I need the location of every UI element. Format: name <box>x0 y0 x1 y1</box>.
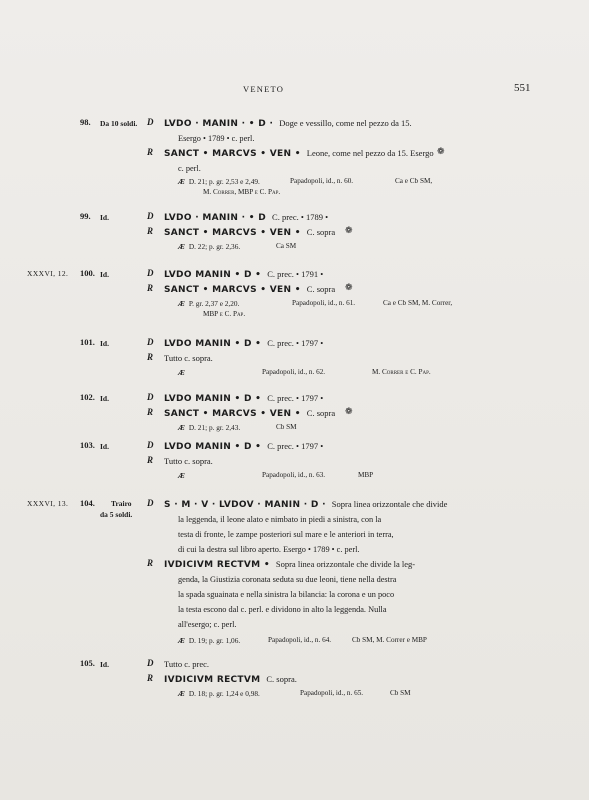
silver-symbol: Æ <box>178 423 185 432</box>
reverse-description <box>164 557 464 573</box>
metal-symbol <box>178 471 189 480</box>
reverse-legend: IVDICIVM RECTVM • <box>164 560 270 570</box>
obverse-marker: D <box>147 392 154 402</box>
reverse-text: Sopra linea orizzontale che divide la leg- <box>275 559 416 569</box>
reverse-text: Leone, come nel pezzo da 15. Esergo <box>306 148 434 158</box>
silver-symbol: Æ <box>178 636 185 645</box>
reverse-marker: R <box>147 147 154 157</box>
reverse-legend: SANCT • MARCVS • VEN • <box>164 285 301 295</box>
entry-number: 98. <box>80 117 91 127</box>
obverse-line-4: di cui la destra sul libro aperto. Esergo • 1789 • c. perl. <box>178 545 360 554</box>
reverse-legend: IVDICIVM RECTVM <box>164 675 261 685</box>
denomination: Id. <box>100 213 109 222</box>
obverse-text: C. prec. • 1797 • <box>267 393 324 403</box>
entry-number: 103. <box>80 440 95 450</box>
silver-symbol: Æ <box>178 177 185 186</box>
reverse-marker: R <box>147 352 154 362</box>
obverse-description <box>164 116 454 132</box>
reverse-text-cont: c. perl. <box>178 164 201 173</box>
metal-weight <box>178 636 240 645</box>
reverse-marker: R <box>147 673 154 683</box>
obverse-description <box>164 391 454 407</box>
collection: MBP <box>358 471 374 479</box>
running-header-title: VENETO <box>243 84 285 94</box>
obverse-legend: LVDO · MANIN · • D · <box>164 119 274 129</box>
silver-symbol: Æ <box>178 242 185 251</box>
reverse-marker: R <box>147 407 154 417</box>
reference: Papadopoli, id., n. 61. <box>292 299 356 307</box>
reverse-text: C. sopra <box>306 408 336 418</box>
obverse-marker: D <box>147 211 154 221</box>
reverse-marker: R <box>147 455 154 465</box>
entry-number: 101. <box>80 337 95 347</box>
silver-symbol: Æ <box>178 368 185 377</box>
obverse-text-cont: Esergo • 1789 • c. perl. <box>178 134 255 143</box>
reverse-description: Tutto c. sopra. <box>164 353 213 363</box>
plate-reference: XXXVI, 13. <box>27 499 69 508</box>
reverse-line-2: genda, la Giustizia coronata seduta su due leoni, tiene nella destra <box>178 575 397 584</box>
collection: Ca SM <box>276 242 297 250</box>
denomination-cont: da 5 soldi. <box>100 510 133 519</box>
reverse-line-3: la spada sguainata e nella sinistra la bilancia: la corona e un poco <box>178 590 395 599</box>
weight-text: P. gr. 2,37 e 2,20. <box>188 299 240 308</box>
rosette-symbol: ❁ <box>345 406 353 416</box>
obverse-legend: LVDO · MANIN · • D <box>164 213 267 223</box>
obverse-description <box>164 497 464 513</box>
reverse-description <box>164 225 454 241</box>
obverse-legend: LVDO MANIN • D • <box>164 442 262 452</box>
reverse-legend: SANCT • MARCVS • VEN • <box>164 409 301 419</box>
reverse-description <box>164 146 454 162</box>
silver-symbol: Æ <box>178 299 185 308</box>
reverse-description <box>164 282 454 298</box>
reverse-text: C. sopra <box>306 227 336 237</box>
metal-weight <box>178 689 260 698</box>
denomination: Id. <box>100 339 109 348</box>
denomination: Id. <box>100 394 109 403</box>
obverse-marker: D <box>147 658 154 668</box>
obverse-text: C. prec. • 1797 • <box>267 441 324 451</box>
entry-number: 104. <box>80 498 95 508</box>
denomination: Da 10 soldi. <box>100 119 138 128</box>
plate-reference: XXXVI, 12. <box>27 269 69 278</box>
metal-weight <box>178 242 240 251</box>
denomination: Id. <box>100 442 109 451</box>
reverse-text: C. sopra. <box>266 674 297 684</box>
obverse-description: Tutto c. prec. <box>164 659 210 669</box>
rosette-symbol: ❁ <box>345 225 353 235</box>
collection: Ca e Cb SM, <box>395 177 433 185</box>
entry-number: 102. <box>80 392 95 402</box>
collection-cont: MBP e C. Pap. <box>203 310 246 318</box>
weight-text: D. 19; p. gr. 1,06. <box>188 636 241 645</box>
reverse-description: Tutto c. sopra. <box>164 456 213 466</box>
reference: Papadopoli, id., n. 64. <box>268 636 332 644</box>
weight-text: D. 21; p. gr. 2,53 e 2,49. <box>188 177 260 186</box>
obverse-marker: D <box>147 337 154 347</box>
collection: Cb SM <box>276 423 297 431</box>
weight-text: D. 22; p. gr. 2,36. <box>188 242 241 251</box>
collection: Cb SM, M. Correr e MBP <box>352 636 427 644</box>
reverse-marker: R <box>147 226 154 236</box>
obverse-description <box>164 336 454 352</box>
reverse-legend: SANCT • MARCVS • VEN • <box>164 149 301 159</box>
obverse-legend: LVDO MANIN • D • <box>164 394 262 404</box>
reverse-description <box>164 406 454 422</box>
collection: M. Correr e C. Pap. <box>372 368 431 376</box>
reference: Papadopoli, id., n. 65. <box>300 689 364 697</box>
obverse-line-3: testa di fronte, le zampe posteriori sul mare e le anteriori in terra, <box>178 530 394 539</box>
silver-symbol: Æ <box>178 471 185 480</box>
obverse-text: C. prec. • 1797 • <box>267 338 324 348</box>
reverse-line-4: la testa escono dal c. perl. e dividono in alto la leggenda. Nulla <box>178 605 387 614</box>
reference: Papadopoli, id., n. 63. <box>262 471 326 479</box>
denomination: Id. <box>100 660 109 669</box>
weight-text: D. 21; p. gr. 2,43. <box>188 423 241 432</box>
denomination: Trairo <box>111 499 132 508</box>
denomination: Id. <box>100 270 109 279</box>
metal-weight <box>178 423 240 432</box>
reverse-legend: SANCT • MARCVS • VEN • <box>164 228 301 238</box>
reverse-marker: R <box>147 283 154 293</box>
entry-number: 99. <box>80 211 91 221</box>
rosette-symbol: ❁ <box>345 282 353 292</box>
weight-text: D. 18; p. gr. 1,24 e 0,98. <box>188 689 260 698</box>
collection-cont: M. Correr, MBP e C. Pap. <box>203 188 281 196</box>
page-number: 551 <box>514 82 531 94</box>
metal-weight <box>178 177 260 186</box>
obverse-text: Sopra linea orizzontale che divide <box>331 499 448 509</box>
obverse-legend: LVDO MANIN • D • <box>164 270 262 280</box>
obverse-legend: S · M · V · LVDOV · MANIN · D · <box>164 500 326 510</box>
entry-number: 100. <box>80 268 95 278</box>
reference: Papadopoli, id., n. 60. <box>290 177 354 185</box>
reverse-marker: R <box>147 558 154 568</box>
metal-weight <box>178 299 239 308</box>
reference: Papadopoli, id., n. 62. <box>262 368 326 376</box>
obverse-marker: D <box>147 268 154 278</box>
obverse-line-2: la leggenda, il leone alato e nimbato in piedi a sinistra, con la <box>178 515 382 524</box>
obverse-description <box>164 267 454 283</box>
reverse-description <box>164 672 454 688</box>
obverse-marker: D <box>147 498 154 508</box>
obverse-legend: LVDO MANIN • D • <box>164 339 262 349</box>
reverse-text: C. sopra <box>306 284 336 294</box>
collection: Ca e Cb SM, M. Correr, <box>383 299 453 307</box>
obverse-text: C. prec. • 1789 • <box>272 212 329 222</box>
metal-symbol <box>178 368 189 377</box>
entry-number: 105. <box>80 658 95 668</box>
reverse-line-5: all'esergo; c. perl. <box>178 620 237 629</box>
obverse-description <box>164 439 454 455</box>
obverse-text: C. prec. • 1791 • <box>267 269 324 279</box>
silver-symbol: Æ <box>178 689 185 698</box>
obverse-marker: D <box>147 117 154 127</box>
obverse-description <box>164 210 454 226</box>
obverse-text: Doge e vessillo, come nel pezzo da 15. <box>279 118 412 128</box>
obverse-marker: D <box>147 440 154 450</box>
collection: Cb SM <box>390 689 411 697</box>
rosette-symbol: ❁ <box>437 146 445 156</box>
